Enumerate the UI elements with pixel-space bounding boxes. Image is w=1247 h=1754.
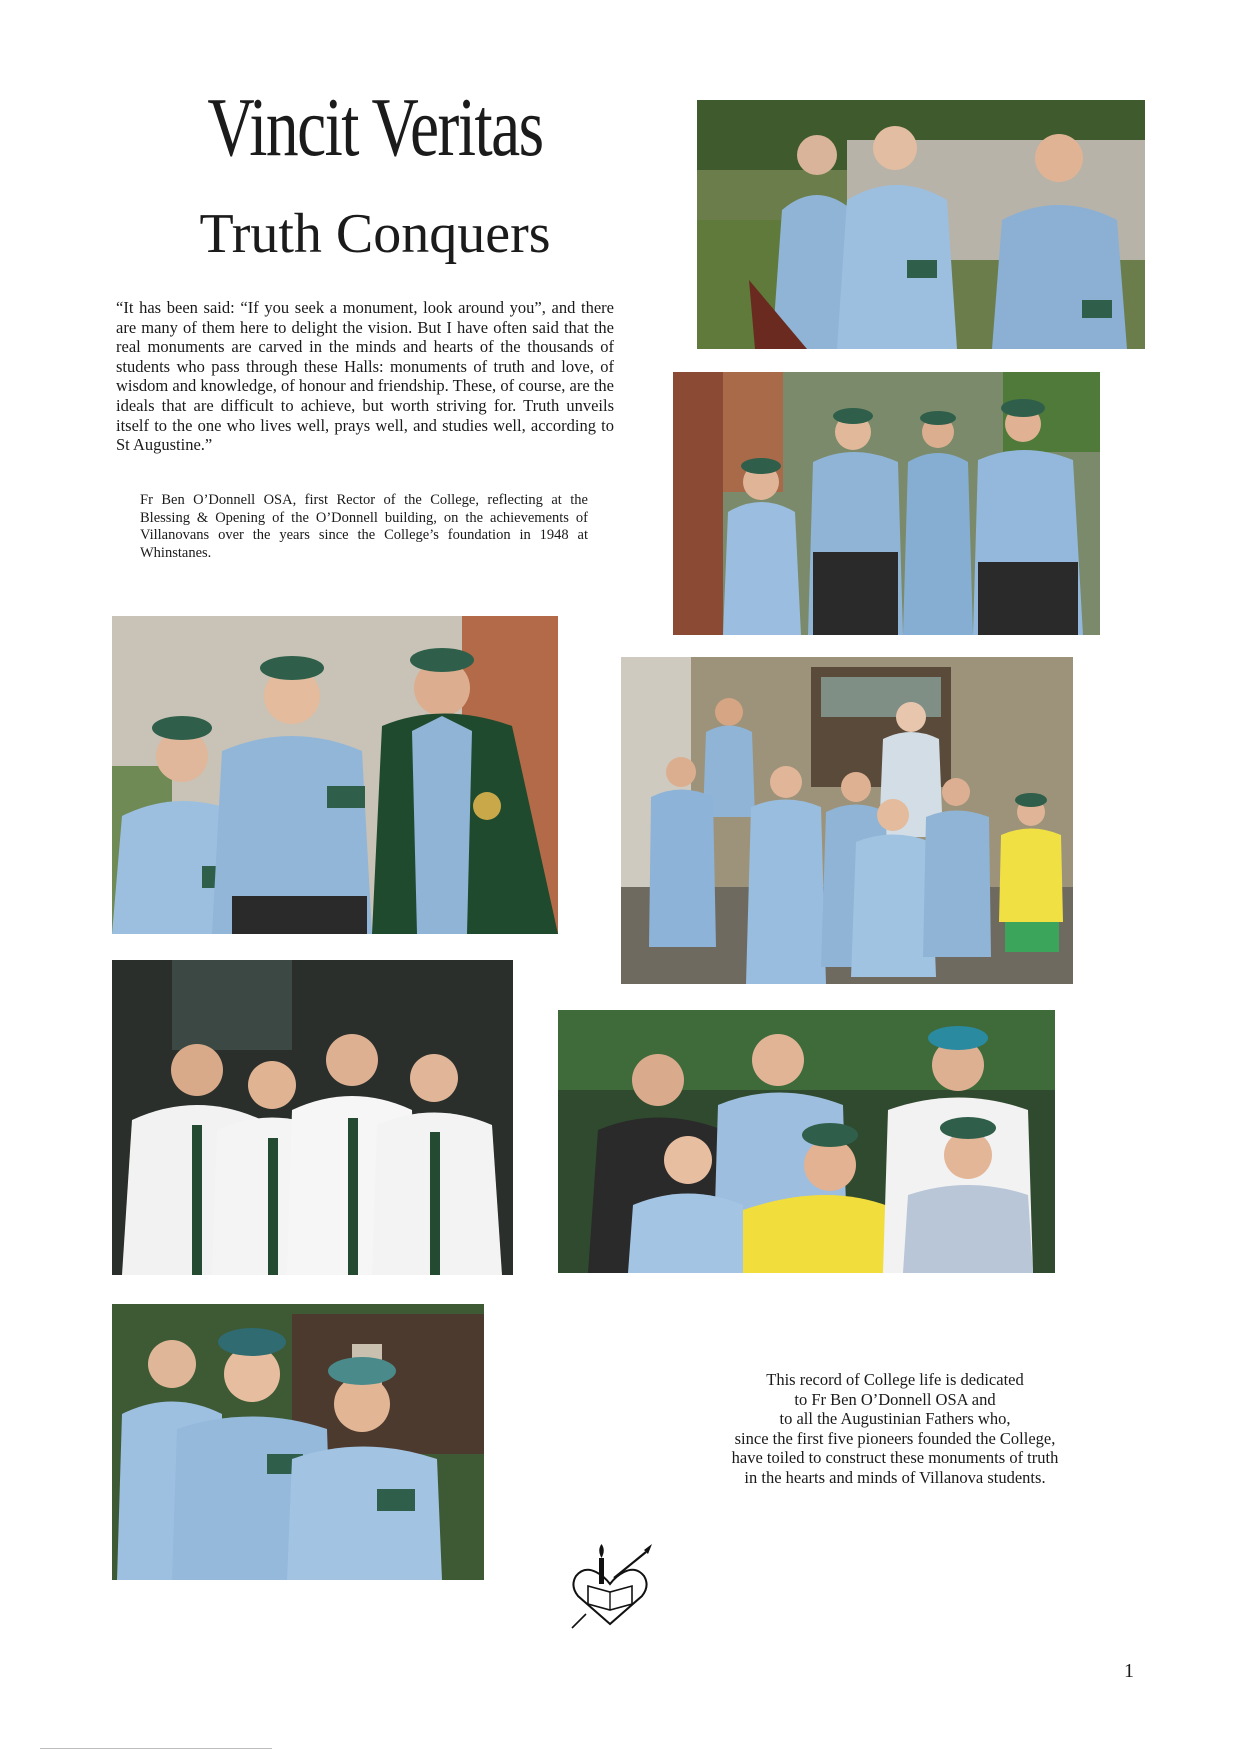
photo-four-boys-ties — [112, 960, 513, 1275]
page-title: Vincit Veritas — [207, 81, 543, 174]
quote-attribution: Fr Ben O’Donnell OSA, first Rector of the College, reflecting at the Blessing & Opening of the O’Donnell building, on the achievements of Villanovans over the years since the College’s foundation in 1948 at Whinstanes. — [140, 492, 588, 561]
photo-three-boys-brick-wall — [112, 616, 558, 934]
dedication-line: in the hearts and minds of Villanova students. — [744, 1467, 1046, 1487]
page-edge-rule — [40, 1748, 272, 1749]
photo-group-with-priest — [621, 657, 1073, 984]
photo-group-walking-in-caps — [673, 372, 1100, 635]
dedication-text — [680, 1370, 1110, 1488]
page-number: 1 — [1124, 1660, 1134, 1682]
dedication-line: since the first five pioneers founded the College, — [734, 1428, 1056, 1448]
college-crest-icon — [566, 1538, 654, 1630]
photo-group-yellow-shirt — [558, 1010, 1055, 1273]
dedication-line: have toiled to construct these monuments of truth — [731, 1448, 1059, 1468]
page-subtitle: Truth Conquers — [199, 203, 551, 265]
photo-three-boys-outdoors — [697, 100, 1145, 349]
dedication-line: to all the Augustinian Fathers who, — [779, 1409, 1011, 1429]
photo-three-boys-caps — [112, 1304, 484, 1580]
dedication-line: This record of College life is dedicated — [766, 1370, 1024, 1389]
rector-quote: “It has been said: “If you seek a monument, look around you”, and there are many of them here to delight the vision. But I have often said that the real monuments are carved in the minds and hearts of the thousands of students who pass through these Halls: monuments of truth and love, of wisdom and knowledge, of honour and friendship. These, of course, are the ideals that are difficult to achieve, but worth striving for. Truth unveils itself to the one who lives well, prays well, and studies well, according to St Augustine.” — [116, 298, 614, 455]
dedication-line: to Fr Ben O’Donnell OSA and — [794, 1389, 996, 1409]
